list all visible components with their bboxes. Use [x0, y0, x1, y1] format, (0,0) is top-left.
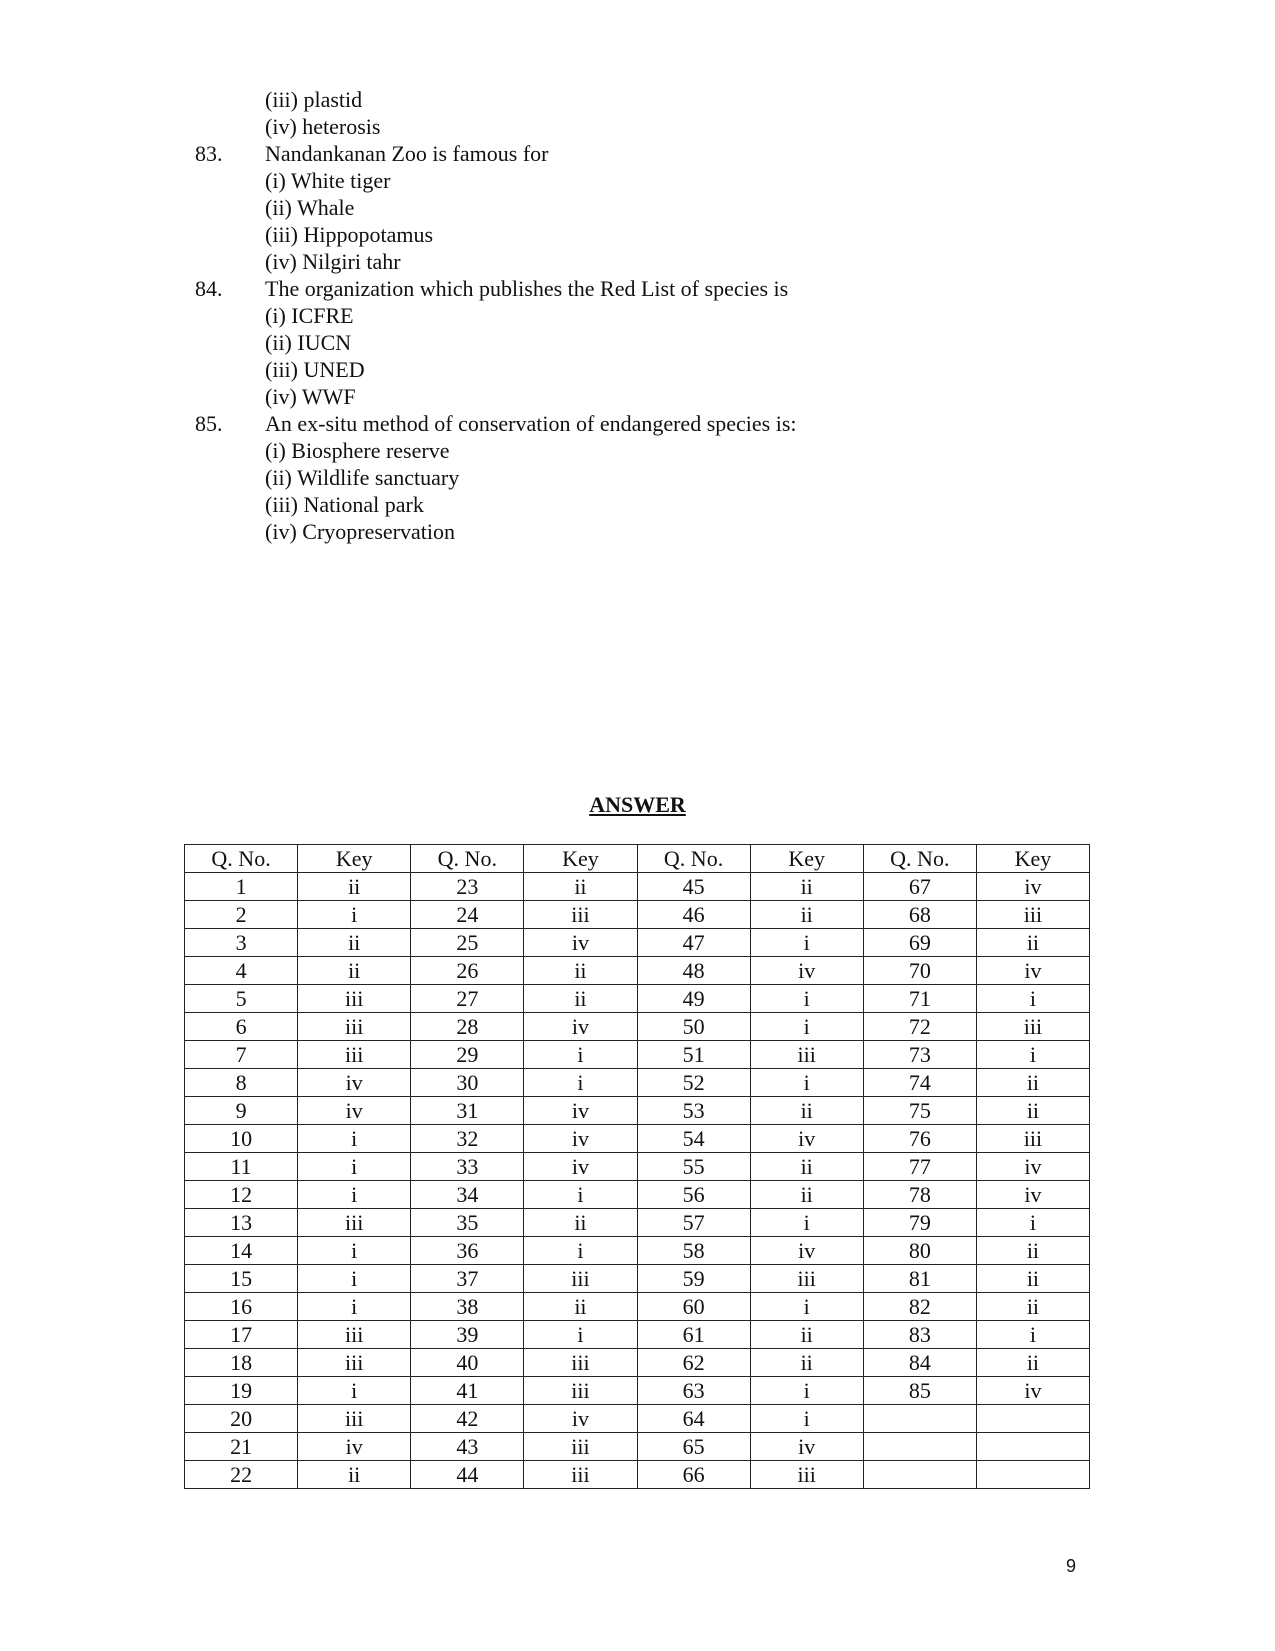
question-number-cell: 38 [411, 1293, 524, 1321]
option-line [0, 167, 1275, 194]
answer-key-cell: ii [298, 929, 411, 957]
table-row [185, 1181, 1090, 1209]
answer-key-cell: iii [750, 1461, 863, 1489]
answer-key-cell: ii [298, 957, 411, 985]
answer-key-cell: iv [976, 1153, 1089, 1181]
answer-key-cell: ii [750, 1181, 863, 1209]
question-number-cell: 37 [411, 1265, 524, 1293]
question-number-cell: 41 [411, 1377, 524, 1405]
option-line [0, 194, 1275, 221]
question-number-cell: 35 [411, 1209, 524, 1237]
column-header-qno: Q. No. [411, 845, 524, 873]
answer-key-cell: i [976, 1321, 1089, 1349]
column-header-qno: Q. No. [637, 845, 750, 873]
question-number-cell: 63 [637, 1377, 750, 1405]
question-text: An ex-situ method of conservation of endangered species is: [265, 411, 797, 436]
answer-key-cell: iii [298, 1349, 411, 1377]
answer-key-cell: ii [524, 957, 637, 985]
question-number-cell: 28 [411, 1013, 524, 1041]
option-text: (iii) UNED [265, 357, 365, 382]
answer-table-header [185, 845, 1090, 873]
table-row [185, 1265, 1090, 1293]
question-number-cell [863, 1433, 976, 1461]
answer-key-cell: iv [524, 1013, 637, 1041]
question-number: 85. [195, 411, 223, 436]
table-row [185, 929, 1090, 957]
table-row [185, 1349, 1090, 1377]
answer-key-cell: iii [298, 985, 411, 1013]
question-number-cell: 70 [863, 957, 976, 985]
question-number: 83. [195, 141, 223, 166]
question-number-cell: 54 [637, 1125, 750, 1153]
answer-key-cell: ii [750, 1349, 863, 1377]
question-number-cell: 85 [863, 1377, 976, 1405]
answer-key-cell: iii [524, 1265, 637, 1293]
answer-key-cell: iv [976, 1181, 1089, 1209]
answer-key-cell: i [298, 1293, 411, 1321]
answer-key-cell: iv [750, 1433, 863, 1461]
table-row [185, 1041, 1090, 1069]
question-number-cell: 30 [411, 1069, 524, 1097]
answer-key-cell: iv [524, 1405, 637, 1433]
question-number-cell [863, 1461, 976, 1489]
option-line [0, 329, 1275, 356]
answer-key-cell: ii [524, 1209, 637, 1237]
question-number-cell: 53 [637, 1097, 750, 1125]
answer-key-cell: iv [976, 957, 1089, 985]
option-text: (iii) Hippopotamus [265, 222, 434, 247]
question-number-cell: 7 [185, 1041, 298, 1069]
answer-key-cell: iv [298, 1097, 411, 1125]
question-number-cell: 5 [185, 985, 298, 1013]
question-number-cell: 44 [411, 1461, 524, 1489]
answer-key-cell: iii [976, 1125, 1089, 1153]
question-number-cell: 82 [863, 1293, 976, 1321]
question-number-cell: 51 [637, 1041, 750, 1069]
option-line [0, 356, 1275, 383]
answer-key-cell: iii [524, 1349, 637, 1377]
table-row [185, 1209, 1090, 1237]
question-number-cell: 64 [637, 1405, 750, 1433]
answer-key-cell: i [524, 1237, 637, 1265]
question-number-cell: 42 [411, 1405, 524, 1433]
question-number-cell: 27 [411, 985, 524, 1013]
answer-key-cell: iii [750, 1265, 863, 1293]
option-line [0, 113, 1275, 140]
answer-key-cell: iii [976, 901, 1089, 929]
question-number-cell: 77 [863, 1153, 976, 1181]
answer-key-cell: iii [298, 1041, 411, 1069]
answer-key-cell: iv [524, 929, 637, 957]
option-line [0, 518, 1275, 545]
question-number-cell: 3 [185, 929, 298, 957]
question-number-cell: 19 [185, 1377, 298, 1405]
table-row [185, 1461, 1090, 1489]
answer-key-cell: ii [750, 1097, 863, 1125]
question-number-cell: 14 [185, 1237, 298, 1265]
answer-key-cell: i [298, 1237, 411, 1265]
answer-key-cell: i [976, 985, 1089, 1013]
question-number-cell: 20 [185, 1405, 298, 1433]
option-text: (iii) National park [265, 492, 424, 517]
answer-key-cell: i [750, 1013, 863, 1041]
question-number-cell: 16 [185, 1293, 298, 1321]
answer-key-cell: i [298, 1125, 411, 1153]
answer-key-cell: ii [976, 1265, 1089, 1293]
option-text: (iv) WWF [265, 384, 356, 409]
answer-key-cell: iv [976, 873, 1089, 901]
answer-key-cell: iii [524, 1377, 637, 1405]
answer-key-cell [976, 1405, 1089, 1433]
question-number-cell: 52 [637, 1069, 750, 1097]
answer-key-cell: iv [298, 1433, 411, 1461]
answer-key-cell: i [298, 1377, 411, 1405]
answer-heading: ANSWER [589, 792, 686, 817]
option-line [0, 86, 1275, 113]
question-number-cell: 75 [863, 1097, 976, 1125]
column-header-key: Key [524, 845, 637, 873]
question-number-cell: 12 [185, 1181, 298, 1209]
question-number-cell: 8 [185, 1069, 298, 1097]
table-row [185, 1069, 1090, 1097]
question-number-cell: 17 [185, 1321, 298, 1349]
option-line [0, 464, 1275, 491]
answer-key-cell: ii [298, 1461, 411, 1489]
question-number-cell: 39 [411, 1321, 524, 1349]
option-line [0, 248, 1275, 275]
question-number-cell: 78 [863, 1181, 976, 1209]
answer-key-cell: i [524, 1181, 637, 1209]
option-line [0, 383, 1275, 410]
answer-key-cell: iii [524, 1461, 637, 1489]
answer-key-cell: i [298, 1181, 411, 1209]
question-number-cell: 34 [411, 1181, 524, 1209]
option-text: (i) ICFRE [265, 303, 354, 328]
answer-key-cell: iv [524, 1153, 637, 1181]
answer-key-table [184, 844, 1090, 1489]
question-number-cell: 32 [411, 1125, 524, 1153]
question-number-cell: 83 [863, 1321, 976, 1349]
table-row [185, 957, 1090, 985]
answer-key-cell: i [298, 1153, 411, 1181]
table-row [185, 1433, 1090, 1461]
question-number-cell: 18 [185, 1349, 298, 1377]
answer-key-cell: iii [298, 1209, 411, 1237]
answer-key-cell: i [298, 901, 411, 929]
question-text: Nandankanan Zoo is famous for [265, 141, 549, 166]
question-number-cell: 29 [411, 1041, 524, 1069]
option-text: (ii) IUCN [265, 330, 352, 355]
column-header-qno: Q. No. [863, 845, 976, 873]
answer-key-cell: ii [976, 1293, 1089, 1321]
table-row [185, 901, 1090, 929]
question-number-cell: 2 [185, 901, 298, 929]
question-number-cell: 58 [637, 1237, 750, 1265]
answer-key-cell: ii [750, 901, 863, 929]
question-number-cell: 61 [637, 1321, 750, 1349]
table-row [185, 1097, 1090, 1125]
question-number-cell: 43 [411, 1433, 524, 1461]
answer-key-cell: ii [976, 1237, 1089, 1265]
option-text: (iv) heterosis [265, 114, 381, 139]
answer-key-cell: i [750, 1293, 863, 1321]
answer-key-cell: iii [976, 1013, 1089, 1041]
question-number-cell: 49 [637, 985, 750, 1013]
question-number-cell: 4 [185, 957, 298, 985]
table-row [185, 1293, 1090, 1321]
question-line [0, 140, 1275, 167]
question-number-cell: 45 [637, 873, 750, 901]
answer-key-cell: iv [524, 1097, 637, 1125]
question-number-cell: 25 [411, 929, 524, 957]
question-line [0, 410, 1275, 437]
answer-key-cell: iii [524, 901, 637, 929]
question-number-cell: 48 [637, 957, 750, 985]
column-header-key: Key [298, 845, 411, 873]
answer-key-cell: ii [524, 985, 637, 1013]
answer-key-cell: iii [298, 1321, 411, 1349]
answer-key-cell: ii [976, 1349, 1089, 1377]
question-number-cell: 33 [411, 1153, 524, 1181]
answer-key-cell: i [298, 1265, 411, 1293]
table-row [185, 1321, 1090, 1349]
table-row [185, 985, 1090, 1013]
question-number-cell: 69 [863, 929, 976, 957]
answer-key-cell: ii [976, 1097, 1089, 1125]
answer-key-cell: iii [298, 1013, 411, 1041]
answer-key-cell: iii [750, 1041, 863, 1069]
answer-key-cell: i [524, 1321, 637, 1349]
option-line [0, 221, 1275, 248]
question-number-cell: 13 [185, 1209, 298, 1237]
question-number-cell: 59 [637, 1265, 750, 1293]
answer-key-cell: ii [976, 1069, 1089, 1097]
question-number-cell: 74 [863, 1069, 976, 1097]
column-header-key: Key [750, 845, 863, 873]
question-number-cell: 46 [637, 901, 750, 929]
option-line [0, 437, 1275, 464]
question-number-cell: 62 [637, 1349, 750, 1377]
question-number-cell: 36 [411, 1237, 524, 1265]
option-text: (ii) Wildlife sanctuary [265, 465, 460, 490]
table-row [185, 1125, 1090, 1153]
answer-key-cell: i [750, 929, 863, 957]
question-number-cell: 15 [185, 1265, 298, 1293]
option-text: (iii) plastid [265, 87, 363, 112]
question-number-cell: 67 [863, 873, 976, 901]
answer-key-cell: i [976, 1041, 1089, 1069]
answer-key-cell: iv [298, 1069, 411, 1097]
answer-key-cell: iii [298, 1405, 411, 1433]
question-number-cell: 80 [863, 1237, 976, 1265]
question-number-cell: 6 [185, 1013, 298, 1041]
column-header-key: Key [976, 845, 1089, 873]
question-number-cell: 81 [863, 1265, 976, 1293]
question-number-cell [863, 1405, 976, 1433]
answer-key-cell: i [524, 1069, 637, 1097]
question-number-cell: 71 [863, 985, 976, 1013]
option-text: (i) Biosphere reserve [265, 438, 450, 463]
answer-key-cell: ii [524, 1293, 637, 1321]
answer-key-cell: iv [750, 957, 863, 985]
page-number: 9 [1066, 1556, 1077, 1576]
table-row [185, 1237, 1090, 1265]
question-number-cell: 9 [185, 1097, 298, 1125]
answer-key-cell: i [750, 1377, 863, 1405]
question-number-cell: 24 [411, 901, 524, 929]
question-number-cell: 47 [637, 929, 750, 957]
column-header-qno: Q. No. [185, 845, 298, 873]
question-number-cell: 79 [863, 1209, 976, 1237]
question-number-cell: 10 [185, 1125, 298, 1153]
answer-key-cell: iii [524, 1433, 637, 1461]
table-row [185, 873, 1090, 901]
answer-table-body [185, 873, 1090, 1489]
answer-key-cell: ii [750, 873, 863, 901]
option-text: (iv) Nilgiri tahr [265, 249, 401, 274]
question-number-cell: 22 [185, 1461, 298, 1489]
question-number-cell: 73 [863, 1041, 976, 1069]
answer-key-cell: ii [976, 929, 1089, 957]
table-row [185, 1405, 1090, 1433]
question-number-cell: 60 [637, 1293, 750, 1321]
question-text: The organization which publishes the Red List of species is [265, 276, 789, 301]
answer-key-cell: ii [298, 873, 411, 901]
answer-key-cell: i [750, 985, 863, 1013]
option-line [0, 302, 1275, 329]
question-number-cell: 26 [411, 957, 524, 985]
question-number-cell: 68 [863, 901, 976, 929]
question-number-cell: 72 [863, 1013, 976, 1041]
answer-key-cell [976, 1461, 1089, 1489]
answer-key-cell: i [750, 1209, 863, 1237]
question-list [0, 86, 1275, 545]
question-number-cell: 1 [185, 873, 298, 901]
question-line [0, 275, 1275, 302]
question-number-cell: 40 [411, 1349, 524, 1377]
question-number-cell: 11 [185, 1153, 298, 1181]
answer-key-cell: ii [524, 873, 637, 901]
option-line [0, 491, 1275, 518]
question-number-cell: 55 [637, 1153, 750, 1181]
answer-key-cell: iv [750, 1237, 863, 1265]
answer-key-cell: iv [976, 1377, 1089, 1405]
answer-key-cell: i [750, 1069, 863, 1097]
question-number-cell: 65 [637, 1433, 750, 1461]
answer-key-cell: iv [524, 1125, 637, 1153]
option-text: (i) White tiger [265, 168, 391, 193]
question-number-cell: 66 [637, 1461, 750, 1489]
question-number-cell: 84 [863, 1349, 976, 1377]
table-row [185, 1153, 1090, 1181]
question-number: 84. [195, 276, 223, 301]
answer-key-cell: ii [750, 1321, 863, 1349]
question-number-cell: 23 [411, 873, 524, 901]
table-row [185, 1377, 1090, 1405]
answer-key-cell: i [750, 1405, 863, 1433]
question-number-cell: 50 [637, 1013, 750, 1041]
option-text: (iv) Cryopreservation [265, 519, 455, 544]
question-number-cell: 31 [411, 1097, 524, 1125]
table-row [185, 1013, 1090, 1041]
answer-key-cell: i [976, 1209, 1089, 1237]
question-number-cell: 21 [185, 1433, 298, 1461]
question-number-cell: 56 [637, 1181, 750, 1209]
question-number-cell: 76 [863, 1125, 976, 1153]
answer-key-cell [976, 1433, 1089, 1461]
question-number-cell: 57 [637, 1209, 750, 1237]
answer-key-cell: ii [750, 1153, 863, 1181]
option-text: (ii) Whale [265, 195, 355, 220]
answer-key-cell: i [524, 1041, 637, 1069]
answer-key-cell: iv [750, 1125, 863, 1153]
